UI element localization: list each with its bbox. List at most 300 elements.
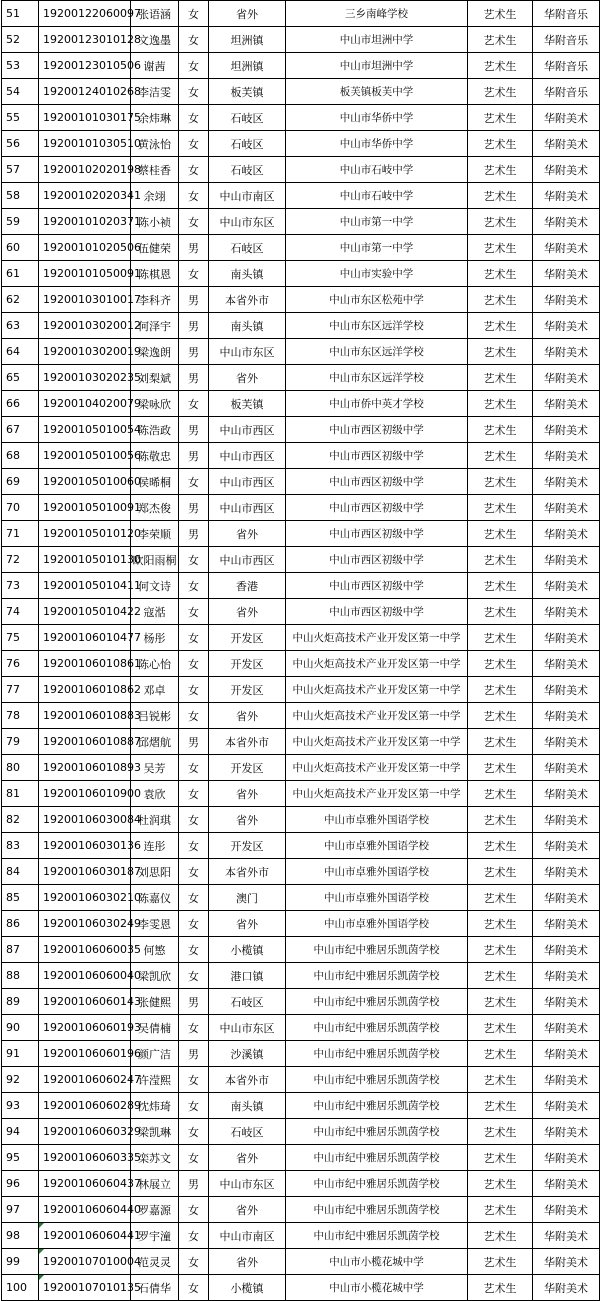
school-cell: 中山市卓雅外国语学校 bbox=[286, 885, 468, 911]
row-number-cell: 79 bbox=[2, 729, 39, 755]
area-cell: 板芙镇 bbox=[209, 391, 286, 417]
school-cell: 中山市西区初级中学 bbox=[286, 599, 468, 625]
program-cell: 华附美术 bbox=[533, 443, 600, 469]
table-row bbox=[2, 911, 600, 937]
area-cell: 石岐区 bbox=[209, 131, 286, 157]
category-cell: 艺术生 bbox=[468, 235, 533, 261]
student-name-cell: 吴倩楠 bbox=[131, 1015, 179, 1041]
school-cell: 中山市小榄花城中学 bbox=[286, 1275, 468, 1301]
table-row bbox=[2, 677, 600, 703]
row-number-cell: 78 bbox=[2, 703, 39, 729]
gender-cell: 女 bbox=[179, 963, 209, 989]
area-cell: 澳门 bbox=[209, 885, 286, 911]
exam-id-cell: 19200103020235 bbox=[39, 365, 131, 391]
row-number-cell: 58 bbox=[2, 183, 39, 209]
table-row bbox=[2, 469, 600, 495]
category-cell: 艺术生 bbox=[468, 495, 533, 521]
gender-cell: 女 bbox=[179, 1275, 209, 1301]
exam-id-cell: 19200101030175 bbox=[39, 105, 131, 131]
row-number-cell: 87 bbox=[2, 937, 39, 963]
student-name-cell: 寇湉 bbox=[131, 599, 179, 625]
program-cell: 华附美术 bbox=[533, 599, 600, 625]
category-cell: 艺术生 bbox=[468, 1249, 533, 1275]
program-cell: 华附音乐 bbox=[533, 79, 600, 105]
gender-cell: 女 bbox=[179, 53, 209, 79]
row-number-cell: 96 bbox=[2, 1171, 39, 1197]
row-number-cell: 86 bbox=[2, 911, 39, 937]
row-number-cell: 93 bbox=[2, 1093, 39, 1119]
gender-cell: 女 bbox=[179, 157, 209, 183]
gender-cell: 男 bbox=[179, 729, 209, 755]
row-number-cell: 63 bbox=[2, 313, 39, 339]
gender-cell: 女 bbox=[179, 183, 209, 209]
area-cell: 沙溪镇 bbox=[209, 1041, 286, 1067]
school-cell: 中山火炬高技术产业开发区第一中学 bbox=[286, 677, 468, 703]
student-name-cell: 何泽宇 bbox=[131, 313, 179, 339]
table-row bbox=[2, 417, 600, 443]
category-cell: 艺术生 bbox=[468, 131, 533, 157]
table-row bbox=[2, 833, 600, 859]
school-cell: 中山市实验中学 bbox=[286, 261, 468, 287]
category-cell: 艺术生 bbox=[468, 729, 533, 755]
program-cell: 华附美术 bbox=[533, 677, 600, 703]
table-row bbox=[2, 313, 600, 339]
student-name-cell: 刘思阳 bbox=[131, 859, 179, 885]
student-name-cell: 蔡桂香 bbox=[131, 157, 179, 183]
school-cell: 中山市小榄花城中学 bbox=[286, 1249, 468, 1275]
program-cell: 华附美术 bbox=[533, 1067, 600, 1093]
gender-cell: 女 bbox=[179, 547, 209, 573]
table-row bbox=[2, 27, 600, 53]
row-number-cell: 80 bbox=[2, 755, 39, 781]
area-cell: 香港 bbox=[209, 573, 286, 599]
school-cell: 中山市华侨中学 bbox=[286, 131, 468, 157]
table-row bbox=[2, 443, 600, 469]
table-row bbox=[2, 209, 600, 235]
exam-id-cell: 19200101030510 bbox=[39, 131, 131, 157]
gender-cell: 男 bbox=[179, 1171, 209, 1197]
program-cell: 华附美术 bbox=[533, 1145, 600, 1171]
category-cell: 艺术生 bbox=[468, 79, 533, 105]
area-cell: 石岐区 bbox=[209, 105, 286, 131]
gender-cell: 女 bbox=[179, 703, 209, 729]
category-cell: 艺术生 bbox=[468, 209, 533, 235]
school-cell: 中山市纪中雅居乐凯茵学校 bbox=[286, 1223, 468, 1249]
school-cell: 中山市卓雅外国语学校 bbox=[286, 833, 468, 859]
student-name-cell: 文逸墨 bbox=[131, 27, 179, 53]
student-name-cell: 张语涵 bbox=[131, 1, 179, 27]
gender-cell: 女 bbox=[179, 859, 209, 885]
row-number-cell: 71 bbox=[2, 521, 39, 547]
area-cell: 中山市西区 bbox=[209, 495, 286, 521]
gender-cell: 女 bbox=[179, 27, 209, 53]
category-cell: 艺术生 bbox=[468, 677, 533, 703]
row-number-cell: 92 bbox=[2, 1067, 39, 1093]
gender-cell: 男 bbox=[179, 287, 209, 313]
gender-cell: 女 bbox=[179, 209, 209, 235]
exam-id-cell: 19200105010422 bbox=[39, 599, 131, 625]
table-row bbox=[2, 53, 600, 79]
exam-id-cell: 19200122060097 bbox=[39, 1, 131, 27]
program-cell: 华附美术 bbox=[533, 833, 600, 859]
table-row bbox=[2, 1, 600, 27]
gender-cell: 男 bbox=[179, 495, 209, 521]
row-number-cell: 60 bbox=[2, 235, 39, 261]
row-number-cell: 59 bbox=[2, 209, 39, 235]
table-row bbox=[2, 287, 600, 313]
area-cell: 石岐区 bbox=[209, 157, 286, 183]
school-cell: 中山市华侨中学 bbox=[286, 105, 468, 131]
student-name-cell: 梁逸朗 bbox=[131, 339, 179, 365]
area-cell: 本省外市 bbox=[209, 287, 286, 313]
gender-cell: 女 bbox=[179, 677, 209, 703]
exam-id-cell: 19200102020341 bbox=[39, 183, 131, 209]
exam-id-cell: 19200102020198 bbox=[39, 157, 131, 183]
row-number-cell: 77 bbox=[2, 677, 39, 703]
school-cell: 板芙镇板芙中学 bbox=[286, 79, 468, 105]
program-cell: 华附美术 bbox=[533, 521, 600, 547]
category-cell: 艺术生 bbox=[468, 651, 533, 677]
program-cell: 华附美术 bbox=[533, 1015, 600, 1041]
row-number-cell: 85 bbox=[2, 885, 39, 911]
area-cell: 省外 bbox=[209, 1145, 286, 1171]
student-name-cell: 梁咏欣 bbox=[131, 391, 179, 417]
exam-id-cell: 19200106060440 bbox=[39, 1197, 131, 1223]
table-row bbox=[2, 1249, 600, 1275]
exam-id-cell: 19200106060329 bbox=[39, 1119, 131, 1145]
school-cell: 中山市第一中学 bbox=[286, 209, 468, 235]
exam-id-cell: 19200104020079 bbox=[39, 391, 131, 417]
student-name-cell: 陈心怡 bbox=[131, 651, 179, 677]
student-name-cell: 余炜琳 bbox=[131, 105, 179, 131]
school-cell: 中山市纪中雅居乐凯茵学校 bbox=[286, 1119, 468, 1145]
student-name-cell: 沈炜琦 bbox=[131, 1093, 179, 1119]
area-cell: 中山市东区 bbox=[209, 339, 286, 365]
student-name-cell: 罗宇潼 bbox=[131, 1223, 179, 1249]
gender-cell: 女 bbox=[179, 755, 209, 781]
school-cell: 中山火炬高技术产业开发区第一中学 bbox=[286, 703, 468, 729]
row-number-cell: 52 bbox=[2, 27, 39, 53]
table-row bbox=[2, 625, 600, 651]
table-row bbox=[2, 1145, 600, 1171]
school-cell: 中山市纪中雅居乐凯茵学校 bbox=[286, 989, 468, 1015]
student-table bbox=[1, 0, 600, 1301]
area-cell: 本省外市 bbox=[209, 729, 286, 755]
gender-cell: 男 bbox=[179, 521, 209, 547]
table-row bbox=[2, 1015, 600, 1041]
gender-cell: 女 bbox=[179, 391, 209, 417]
student-name-cell: 侯晞桐 bbox=[131, 469, 179, 495]
area-cell: 省外 bbox=[209, 807, 286, 833]
category-cell: 艺术生 bbox=[468, 781, 533, 807]
exam-id-cell: 19200106060035 bbox=[39, 937, 131, 963]
table-row bbox=[2, 1275, 600, 1301]
category-cell: 艺术生 bbox=[468, 963, 533, 989]
table-row bbox=[2, 131, 600, 157]
program-cell: 华附美术 bbox=[533, 885, 600, 911]
category-cell: 艺术生 bbox=[468, 1, 533, 27]
exam-id-cell: 19200106030249 bbox=[39, 911, 131, 937]
gender-cell: 女 bbox=[179, 1119, 209, 1145]
program-cell: 华附美术 bbox=[533, 1041, 600, 1067]
area-cell: 省外 bbox=[209, 521, 286, 547]
table-row bbox=[2, 521, 600, 547]
exam-id-cell: 19200124010268 bbox=[39, 79, 131, 105]
student-name-cell: 许滢熙 bbox=[131, 1067, 179, 1093]
table-row bbox=[2, 261, 600, 287]
row-number-cell: 62 bbox=[2, 287, 39, 313]
student-name-cell: 伍健荣 bbox=[131, 235, 179, 261]
program-cell: 华附美术 bbox=[533, 1275, 600, 1301]
area-cell: 本省外市 bbox=[209, 859, 286, 885]
table-row bbox=[2, 989, 600, 1015]
row-number-cell: 81 bbox=[2, 781, 39, 807]
program-cell: 华附美术 bbox=[533, 417, 600, 443]
school-cell: 中山火炬高技术产业开发区第一中学 bbox=[286, 781, 468, 807]
category-cell: 艺术生 bbox=[468, 105, 533, 131]
area-cell: 石岐区 bbox=[209, 235, 286, 261]
category-cell: 艺术生 bbox=[468, 1119, 533, 1145]
area-cell: 省外 bbox=[209, 365, 286, 391]
gender-cell: 女 bbox=[179, 807, 209, 833]
student-name-cell: 邱熠航 bbox=[131, 729, 179, 755]
row-number-cell: 91 bbox=[2, 1041, 39, 1067]
program-cell: 华附美术 bbox=[533, 131, 600, 157]
student-name-cell: 颜广洁 bbox=[131, 1041, 179, 1067]
student-name-cell: 邓卓 bbox=[131, 677, 179, 703]
category-cell: 艺术生 bbox=[468, 1041, 533, 1067]
category-cell: 艺术生 bbox=[468, 157, 533, 183]
category-cell: 艺术生 bbox=[468, 911, 533, 937]
exam-id-cell: 19200106060193 bbox=[39, 1015, 131, 1041]
area-cell: 省外 bbox=[209, 703, 286, 729]
student-name-cell: 郑杰俊 bbox=[131, 495, 179, 521]
area-cell: 省外 bbox=[209, 1197, 286, 1223]
student-name-cell: 梁凯欣 bbox=[131, 963, 179, 989]
gender-cell: 女 bbox=[179, 1015, 209, 1041]
school-cell: 中山市石岐中学 bbox=[286, 157, 468, 183]
gender-cell: 女 bbox=[179, 79, 209, 105]
program-cell: 华附美术 bbox=[533, 859, 600, 885]
row-number-cell: 56 bbox=[2, 131, 39, 157]
gender-cell: 女 bbox=[179, 1197, 209, 1223]
exam-id-cell: 19200106010862 bbox=[39, 677, 131, 703]
exam-id-cell: 19200101050091 bbox=[39, 261, 131, 287]
exam-id-cell: 19200106010883 bbox=[39, 703, 131, 729]
gender-cell: 女 bbox=[179, 1093, 209, 1119]
program-cell: 华附美术 bbox=[533, 495, 600, 521]
student-name-cell: 何慜 bbox=[131, 937, 179, 963]
category-cell: 艺术生 bbox=[468, 807, 533, 833]
school-cell: 中山市西区初级中学 bbox=[286, 573, 468, 599]
area-cell: 中山市东区 bbox=[209, 209, 286, 235]
table-row bbox=[2, 105, 600, 131]
table-row bbox=[2, 1041, 600, 1067]
exam-id-cell: 19200123010506 bbox=[39, 53, 131, 79]
exam-id-cell: 19200106030187 bbox=[39, 859, 131, 885]
row-number-cell: 67 bbox=[2, 417, 39, 443]
program-cell: 华附美术 bbox=[533, 781, 600, 807]
program-cell: 华附美术 bbox=[533, 703, 600, 729]
program-cell: 华附美术 bbox=[533, 963, 600, 989]
school-cell: 中山市卓雅外国语学校 bbox=[286, 911, 468, 937]
student-name-cell: 刘梨斌 bbox=[131, 365, 179, 391]
exam-id-cell: 19200106030136 bbox=[39, 833, 131, 859]
table-row bbox=[2, 1067, 600, 1093]
school-cell: 中山市西区初级中学 bbox=[286, 469, 468, 495]
area-cell: 中山市西区 bbox=[209, 417, 286, 443]
table-row bbox=[2, 391, 600, 417]
area-cell: 省外 bbox=[209, 599, 286, 625]
area-cell: 开发区 bbox=[209, 833, 286, 859]
program-cell: 华附美术 bbox=[533, 755, 600, 781]
exam-id-cell: 19200123010128 bbox=[39, 27, 131, 53]
exam-id-cell: 19200105010060 bbox=[39, 469, 131, 495]
area-cell: 本省外市 bbox=[209, 1067, 286, 1093]
area-cell: 省外 bbox=[209, 1, 286, 27]
category-cell: 艺术生 bbox=[468, 573, 533, 599]
student-name-cell: 罗嘉源 bbox=[131, 1197, 179, 1223]
row-number-cell: 82 bbox=[2, 807, 39, 833]
area-cell: 省外 bbox=[209, 911, 286, 937]
row-number-cell: 84 bbox=[2, 859, 39, 885]
school-cell: 中山市东区远洋学校 bbox=[286, 365, 468, 391]
exam-id-cell: 19200106010861 bbox=[39, 651, 131, 677]
table-row bbox=[2, 365, 600, 391]
school-cell: 中山市纪中雅居乐凯茵学校 bbox=[286, 1171, 468, 1197]
program-cell: 华附美术 bbox=[533, 937, 600, 963]
school-cell: 中山市卓雅外国语学校 bbox=[286, 807, 468, 833]
area-cell: 板芙镇 bbox=[209, 79, 286, 105]
exam-id-cell: 19200106060143 bbox=[39, 989, 131, 1015]
category-cell: 艺术生 bbox=[468, 183, 533, 209]
row-number-cell: 75 bbox=[2, 625, 39, 651]
area-cell: 开发区 bbox=[209, 625, 286, 651]
gender-cell: 女 bbox=[179, 131, 209, 157]
row-number-cell: 53 bbox=[2, 53, 39, 79]
program-cell: 华附美术 bbox=[533, 1171, 600, 1197]
student-name-cell: 欧阳雨桐 bbox=[131, 547, 179, 573]
row-number-cell: 72 bbox=[2, 547, 39, 573]
category-cell: 艺术生 bbox=[468, 417, 533, 443]
area-cell: 开发区 bbox=[209, 651, 286, 677]
row-number-cell: 74 bbox=[2, 599, 39, 625]
program-cell: 华附美术 bbox=[533, 261, 600, 287]
student-name-cell: 吕锐彬 bbox=[131, 703, 179, 729]
area-cell: 小榄镇 bbox=[209, 1275, 286, 1301]
school-cell: 中山市纪中雅居乐凯茵学校 bbox=[286, 1197, 468, 1223]
category-cell: 艺术生 bbox=[468, 1015, 533, 1041]
gender-cell: 男 bbox=[179, 339, 209, 365]
exam-id-cell: 19200103010017 bbox=[39, 287, 131, 313]
area-cell: 省外 bbox=[209, 781, 286, 807]
area-cell: 开发区 bbox=[209, 755, 286, 781]
exam-id-cell: 19200106010893 bbox=[39, 755, 131, 781]
gender-cell: 女 bbox=[179, 469, 209, 495]
area-cell: 中山市西区 bbox=[209, 547, 286, 573]
area-cell: 中山市西区 bbox=[209, 443, 286, 469]
student-name-cell: 何文诗 bbox=[131, 573, 179, 599]
row-number-cell: 76 bbox=[2, 651, 39, 677]
category-cell: 艺术生 bbox=[468, 703, 533, 729]
area-cell: 中山市东区 bbox=[209, 1015, 286, 1041]
program-cell: 华附美术 bbox=[533, 989, 600, 1015]
gender-cell: 女 bbox=[179, 911, 209, 937]
program-cell: 华附音乐 bbox=[533, 1, 600, 27]
row-number-cell: 61 bbox=[2, 261, 39, 287]
area-cell: 开发区 bbox=[209, 677, 286, 703]
area-cell: 南头镇 bbox=[209, 313, 286, 339]
area-cell: 南头镇 bbox=[209, 1093, 286, 1119]
school-cell: 三乡南峰学校 bbox=[286, 1, 468, 27]
gender-cell: 女 bbox=[179, 651, 209, 677]
row-number-cell: 90 bbox=[2, 1015, 39, 1041]
program-cell: 华附美术 bbox=[533, 1197, 600, 1223]
category-cell: 艺术生 bbox=[468, 365, 533, 391]
gender-cell: 女 bbox=[179, 599, 209, 625]
exam-id-cell: 19200103020012 bbox=[39, 313, 131, 339]
area-cell: 中山市西区 bbox=[209, 469, 286, 495]
exam-id-cell: 19200106010887 bbox=[39, 729, 131, 755]
school-cell: 中山市纪中雅居乐凯茵学校 bbox=[286, 1145, 468, 1171]
school-cell: 中山市卓雅外国语学校 bbox=[286, 859, 468, 885]
category-cell: 艺术生 bbox=[468, 521, 533, 547]
student-name-cell: 陈棋恩 bbox=[131, 261, 179, 287]
exam-id-cell: 19200106030210 bbox=[39, 885, 131, 911]
table-row bbox=[2, 1223, 600, 1249]
student-name-cell: 吴芳 bbox=[131, 755, 179, 781]
table-row bbox=[2, 963, 600, 989]
exam-id-cell: 19200106010477 bbox=[39, 625, 131, 651]
table-row bbox=[2, 1197, 600, 1223]
program-cell: 华附美术 bbox=[533, 209, 600, 235]
table-row bbox=[2, 651, 600, 677]
category-cell: 艺术生 bbox=[468, 937, 533, 963]
exam-id-cell: 19200101020371 bbox=[39, 209, 131, 235]
category-cell: 艺术生 bbox=[468, 885, 533, 911]
row-number-cell: 64 bbox=[2, 339, 39, 365]
school-cell: 中山市西区初级中学 bbox=[286, 417, 468, 443]
school-cell: 中山市东区松苑中学 bbox=[286, 287, 468, 313]
exam-id-cell: 19200106060196 bbox=[39, 1041, 131, 1067]
student-name-cell: 杨彤 bbox=[131, 625, 179, 651]
program-cell: 华附美术 bbox=[533, 105, 600, 131]
area-cell: 小榄镇 bbox=[209, 937, 286, 963]
program-cell: 华附美术 bbox=[533, 1119, 600, 1145]
row-number-cell: 73 bbox=[2, 573, 39, 599]
category-cell: 艺术生 bbox=[468, 755, 533, 781]
student-name-cell: 栾苏文 bbox=[131, 1145, 179, 1171]
program-cell: 华附美术 bbox=[533, 547, 600, 573]
area-cell: 石岐区 bbox=[209, 989, 286, 1015]
area-cell: 中山市东区 bbox=[209, 1171, 286, 1197]
table-row bbox=[2, 599, 600, 625]
table-row bbox=[2, 339, 600, 365]
gender-cell: 男 bbox=[179, 417, 209, 443]
row-number-cell: 98 bbox=[2, 1223, 39, 1249]
exam-id-cell: 19200107010135 bbox=[39, 1275, 131, 1301]
program-cell: 华附美术 bbox=[533, 807, 600, 833]
program-cell: 华附音乐 bbox=[533, 53, 600, 79]
row-number-cell: 100 bbox=[2, 1275, 39, 1301]
category-cell: 艺术生 bbox=[468, 1093, 533, 1119]
exam-id-cell: 19200106060437 bbox=[39, 1171, 131, 1197]
program-cell: 华附美术 bbox=[533, 911, 600, 937]
program-cell: 华附美术 bbox=[533, 365, 600, 391]
category-cell: 艺术生 bbox=[468, 859, 533, 885]
exam-id-cell: 19200105010411 bbox=[39, 573, 131, 599]
program-cell: 华附美术 bbox=[533, 339, 600, 365]
